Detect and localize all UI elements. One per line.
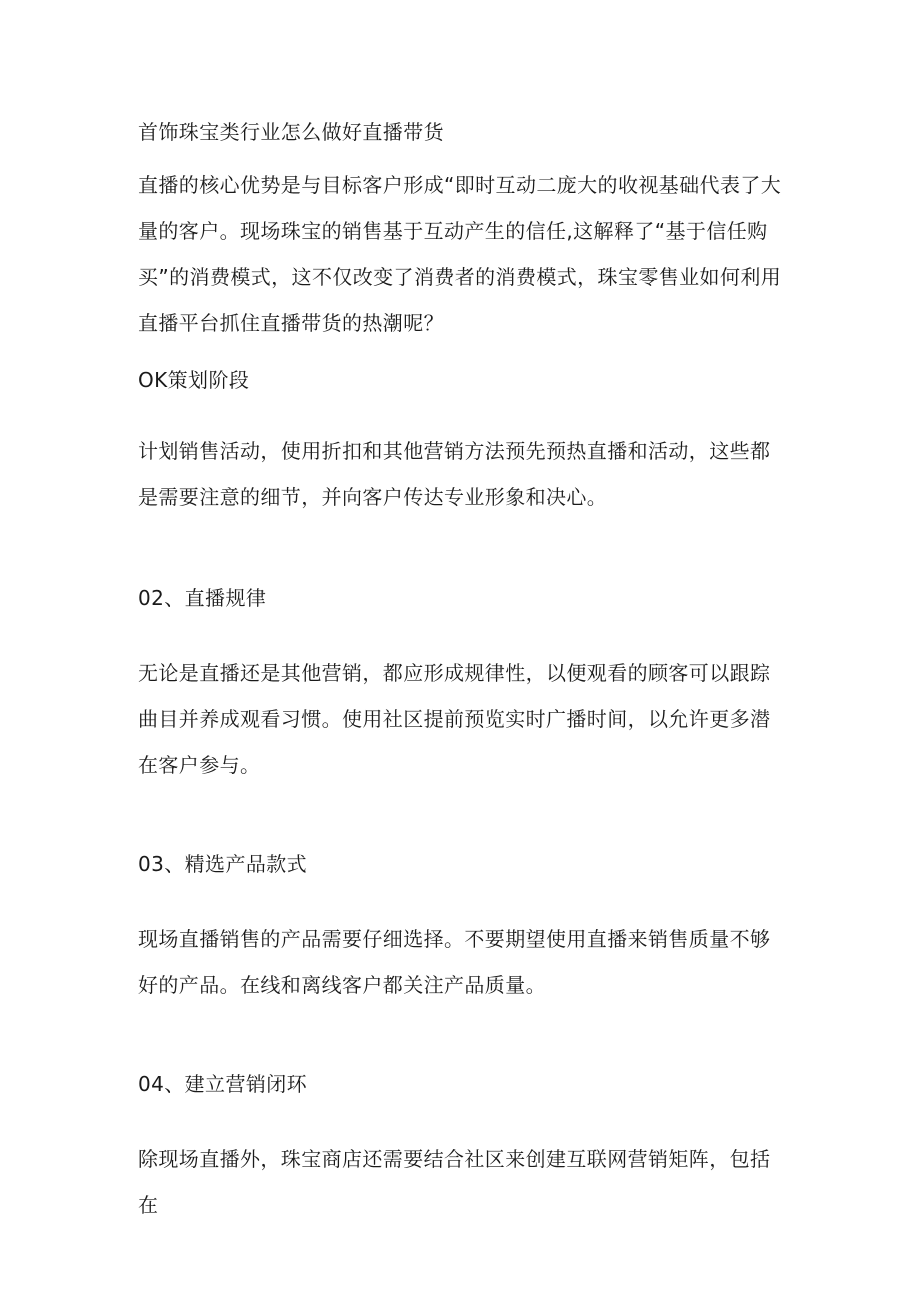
section-heading-product-selection: 03、精选产品款式	[138, 852, 308, 876]
intro-paragraph: 直播的核心优势是与目标客户形成“即时互动二庞大的收视基础代表了大量的客户。现场珠宝的销售基于互动产生的信任,这解释了“基于信任购买”的消费模式，这不仅改变了消费者的消费模式，珠宝零售业如何利用直播平台抓住直播带货的热潮呢？	[138, 173, 782, 335]
document-title: 首饰珠宝类行业怎么做好直播带货	[138, 120, 444, 144]
section-body-planning: 计划销售活动，使用折扣和其他营销方法预先预热直播和活动，这些都是需要注意的细节，并向客户传达专业形象和决心。	[138, 439, 771, 509]
section-heading-regularity: 02、直播规律	[138, 586, 267, 610]
section-body-marketing-loop: 除现场直播外，珠宝商店还需要结合社区来创建互联网营销矩阵，包括在	[138, 1147, 771, 1217]
section-body-product-selection: 现场直播销售的产品需要仔细选择。不要期望使用直播来销售质量不够好的产品。在线和离线客户都关注产品质量。	[138, 927, 771, 997]
section-heading-planning: OK策划阶段	[138, 368, 250, 392]
section-body-regularity: 无论是直播还是其他营销，都应形成规律性，以便观看的顾客可以跟踪曲目并养成观看习惯。使用社区提前预览实时广播时间，以允许更多潜在客户参与。	[138, 661, 771, 777]
section-heading-marketing-loop: 04、建立营销闭环	[138, 1072, 308, 1096]
